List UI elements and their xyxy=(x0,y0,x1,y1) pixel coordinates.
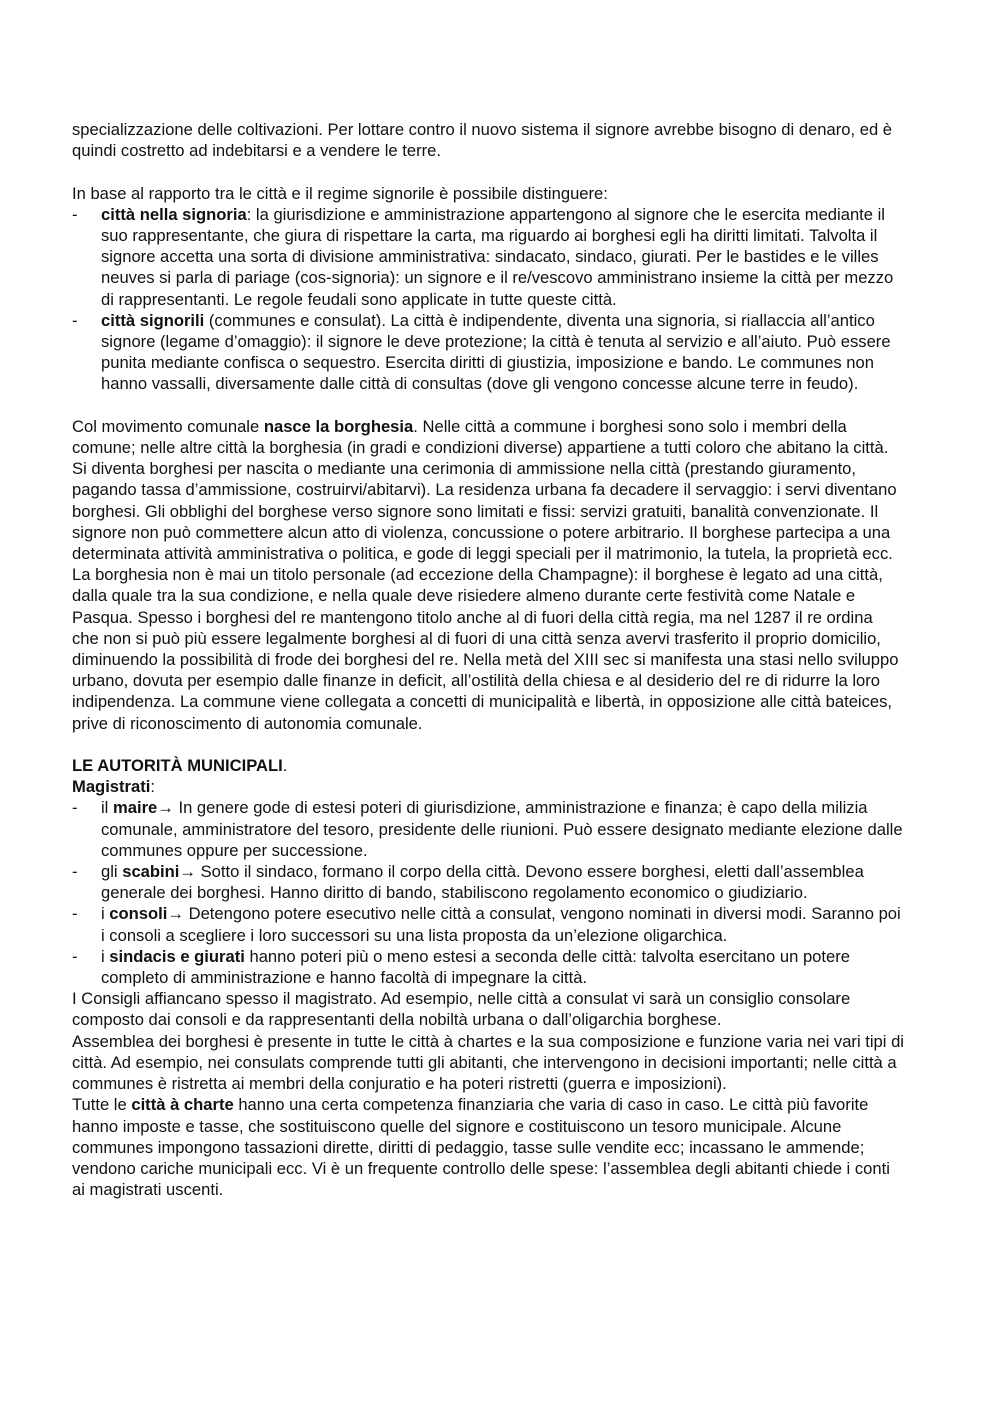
intro-paragraph: specializzazione delle coltivazioni. Per lottare contro il nuovo sistema il signore avrebbe bisogno di denaro, ed è quindi costretto ad indebitarsi e a vendere le terre. xyxy=(72,120,893,161)
assemblea-paragraph: Assemblea dei borghesi è presente in tutte le città à chartes e la sua composizione e funzione varia nei vari tipi di città. Ad esempio, nei consulats comprende tutti gli abitanti, che intervengono in decisioni importanti; nelle città a communes è ristretta ai membri della conjuratio e ha poteri ristretti (guerra e imposizioni). xyxy=(72,1031,904,1094)
term-bold: maire xyxy=(112,798,158,818)
paragraph-gap xyxy=(72,734,904,755)
term-bold: città à charte xyxy=(131,1095,234,1115)
list-item xyxy=(72,861,904,903)
paragraph-gap xyxy=(72,161,904,182)
borghesia-paragraph xyxy=(72,416,904,734)
finanze-paragraph xyxy=(72,1094,904,1200)
item-text: hanno poteri più o meno estesi a seconda delle città: talvolta esercitano un potere completo di amministrazione e hanno facoltà di impegnare la città. xyxy=(101,946,850,988)
text-run: . Nelle città a commune i borghesi sono solo i membri della comune; nelle altre città la borghesia (in gradi e condizioni diverse) appartiene a tutti coloro che abitano la città. Si diventa borghesi per nascita o mediante una cerimonia di ammissione nella città (prestando giuramento, pagando tassa d’ammissione, costruirvi/abitarvi). La residenza urbana fa decadere il servaggio: i servi diventano borghesi. Gli obblighi del borghese verso signore sono limitati e fissi: servizi gratuiti, banalità convenzionate. Il signore non può commettere alcun atto di violenza, concussione o potere arbitrario. Il borghese partecipa a una determinata attività amministrativa o politica, e gode di leggi speciali per il matrimonio, la tutela, la proprietà ecc. La borghesia non è mai un titolo personale (ad eccezione della Champagne): il borghese è legato ad una città, dalla quale tra la sua condizione, e nella quale deve risiedere almeno durante certe festività come Natale e Pasqua. Spesso i borghesi del re mantengono titolo anche al di fuori della città regia, ma nel 1287 il re ordina che non si può più essere legalmente borghesi al di fuori di una città senza avervi trasferito il proprio domicilio, diminuendo la possibilità di frode dei borghesi del re. Nella metà del XIII sec si manifesta una stasi nello sviluppo urbano, dovuta per esempio dalle finanze in deficit, all’ostilità della chiesa e al desiderio del re di ridurre la loro indipendenza. La commune viene collegata a concetti di municipalità e libertà, in opposizione alle città bateices, prive di riconoscimento di autonomia comunale. xyxy=(72,416,899,733)
magistrati-list xyxy=(72,797,904,988)
subheading-text: Magistrati xyxy=(72,777,151,797)
term-bold: consoli xyxy=(109,904,168,924)
paragraph-gap xyxy=(72,395,904,416)
item-text: (communes e consulat). La città è indipendente, diventa una signoria, si riallaccia all’antico signore (legame d’omaggio): il signore le deve protezione; la città è tenuta al servizio e all’aiuto. Può essere punita mediante confisca o sequestro. Esercita diritti di giustizia, imposizione e bando. Le communes non hanno vassalli, diversamente dalle città di consultas (dove gli vengono concesse alcune terre in feudo). xyxy=(101,310,891,394)
list-item xyxy=(72,946,904,988)
term-bold: città signorili xyxy=(101,310,205,330)
text-run: Tutte le xyxy=(72,1095,132,1115)
list-item xyxy=(72,310,904,395)
list-item xyxy=(72,903,904,945)
term-bold: scabini xyxy=(122,862,180,882)
arrow-right-icon: → xyxy=(157,798,174,818)
regimes-list xyxy=(72,204,904,395)
item-text: Sotto il sindaco, formano il corpo della città. Devono essere borghesi, eletti dall’assemblea generale dei borghesi. Hanno diritto di bando, stabiliscono regolamento economico o giudiziario. xyxy=(101,862,864,903)
heading-punct: . xyxy=(282,756,288,776)
arrow-right-icon: → xyxy=(167,904,184,924)
consigli-paragraph: I Consigli affiancano spesso il magistrato. Ad esempio, nelle città a consulat vi sarà un consiglio consolare composto dai consoli e da rappresentanti della nobiltà urbana o dall’oligarchia borghese. xyxy=(72,989,851,1030)
section-subheading xyxy=(72,776,904,797)
text-run: i xyxy=(101,904,110,924)
list-item xyxy=(72,797,904,861)
list-item xyxy=(72,204,904,310)
text-run: Col movimento comunale xyxy=(72,416,264,436)
text-run: i xyxy=(101,946,110,966)
text-run: il xyxy=(101,798,113,818)
term-bold: città nella signoria xyxy=(101,204,247,224)
heading-text: LE AUTORITÀ MUNICIPALI xyxy=(72,756,283,776)
text-run: hanno una certa competenza finanziaria che varia di caso in caso. Le città più favorite hanno imposte e tasse, che sostituiscono quelle del signore e costituiscono un tesoro municipale. Alcune communes impongono tassazioni dirette, diritti di pedaggio, tasse sulle vendite ecc; incassano le ammende; vendono cariche municipali ecc. Vi è un frequente controllo delle spese: l’assemblea degli abitanti chiede i conti ai magistrati uscenti. xyxy=(72,1095,890,1200)
arrow-right-icon: → xyxy=(179,862,196,882)
section-heading xyxy=(72,755,904,776)
regimes-intro: In base al rapporto tra le città e il regime signorile è possibile distinguere: xyxy=(72,183,608,203)
item-text: In genere gode di estesi poteri di giurisdizione, amministrazione e finanza; è capo della milizia comunale, amministratore del tesoro, presidente delle riunioni. Può essere designato mediante elezione dalle communes oppure per successione. xyxy=(101,798,903,860)
document-page xyxy=(72,119,904,1200)
term-bold: nasce la borghesia xyxy=(263,416,414,436)
item-text: : la giurisdizione e amministrazione appartengono al signore che le esercita mediante il suo rappresentante, che giura di rispettare la carta, ma riguardo ai borghesi egli ha diritti limitati. Talvolta il signore accetta una sorta di divisione amministrativa: sindacato, sindaco, giurati. Per le bastides e le villes neuves si parla di pariage (cos-signoria): un signore e il re/vescovo amministrano insieme la città per mezzo di rappresentanti. Le regole feudali sono applicate in tutte queste città. xyxy=(101,204,894,309)
subheading-punct: : xyxy=(150,777,155,797)
item-text: Detengono potere esecutivo nelle città a consulat, vengono nominati in diversi modi. Saranno poi i consoli a scegliere i loro successori su una lista proposta da un’elezione oligarchica. xyxy=(101,904,901,945)
term-bold: sindacis e giurati xyxy=(109,946,245,966)
text-run: gli xyxy=(101,862,123,882)
